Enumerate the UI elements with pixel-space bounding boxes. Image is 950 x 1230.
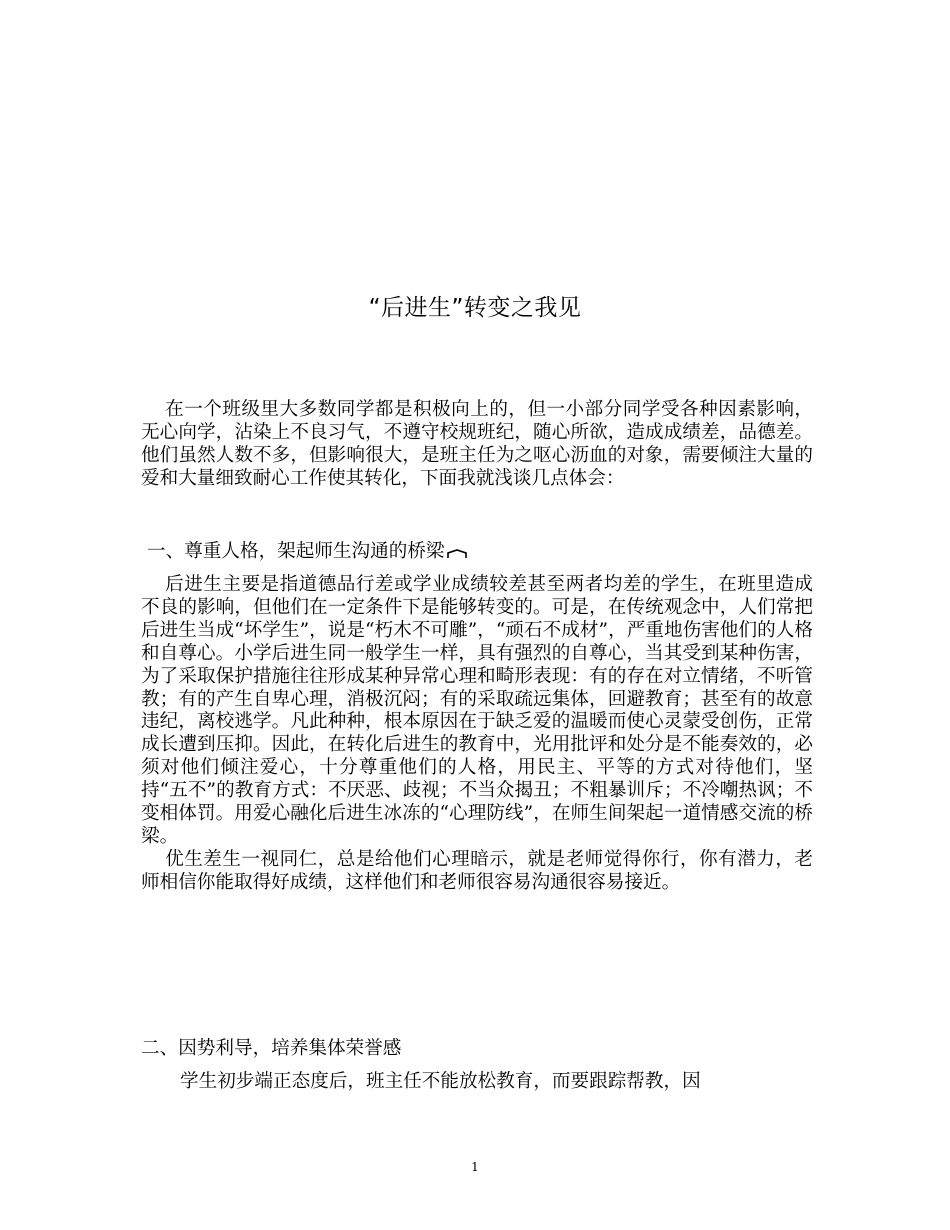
page-number: 1 — [471, 1160, 479, 1174]
section-1-body — [141, 574, 813, 895]
intro-paragraph: 在一个班级里大多数同学都是积极向上的，但一小部分同学受各种因素影响，无心向学，沾染上不良习气，不遵守校规班纪，随心所欲，造成成绩差，品德差。他们虽然人数不多，但影响很大，是班主任为之呕心沥血的对象，需要倾注大量的爱和大量细致耐心工作使其转化，下面我就浅谈几点体会： — [141, 399, 813, 489]
section-1-paragraph: 优生差生一视同仁，总是给他们心理暗示，就是老师觉得你行，你有潜力，老师相信你能取得好成绩，这样他们和老师很容易沟通很容易接近。 — [141, 848, 813, 893]
section-1-heading: 一、尊重人格，架起师生沟通的桥梁 — [147, 541, 445, 562]
section-2-heading: 二、因势利导，培养集体荣誉感 — [141, 1038, 402, 1059]
section-2-heading-row — [141, 1038, 401, 1061]
section-1-paragraph: 后进生主要是指道德品行差或学业成绩较差甚至两者均差的学生，在班里造成不良的影响，但他们在一定条件下是能够转变的。可是，在传统观念中，人们常把后进生当成“坏学生”，说是“朽木不可雕”，“顽石不成材”，严重地伤害他们的人格和自尊心。小学后进生同一般学生一样，具有强烈的自尊心，当其受到某种伤害，为了采取保护措施往往形成某种异常心理和畸形表现：有的存在对立情绪，不听管教；有的产生自卑心理，消极沉闷；有的采取疏远集体，回避教育；甚至有的故意违纪，离校逃学。凡此种种，根本原因在于缺乏爱的温暖而使心灵蒙受创伤，正常成长遭到压抑。因此，在转化后进生的教育中，光用批评和处分是不能奏效的，必须对他们倾注爱心，十分尊重他们的人格，用民主、平等的方式对待他们，坚持“五不”的教育方式：不厌恶、歧视；不当众揭丑；不粗暴训斥；不冷嘲热讽；不变相体罚。用爱心融化后进生冰冻的“心理防线”，在师生间架起一道情感交流的桥梁。 — [141, 574, 813, 847]
section-2-paragraph: 学生初步端正态度后，班主任不能放松教育，而要跟踪帮教，因 — [180, 1071, 701, 1092]
intro-paragraph-block — [141, 399, 813, 491]
section-1-heading-row — [147, 541, 467, 564]
paragraph-mark-icon — [447, 549, 467, 559]
document-title: “后进生”转变之我见 — [368, 295, 582, 321]
section-2-body — [141, 1071, 813, 1094]
